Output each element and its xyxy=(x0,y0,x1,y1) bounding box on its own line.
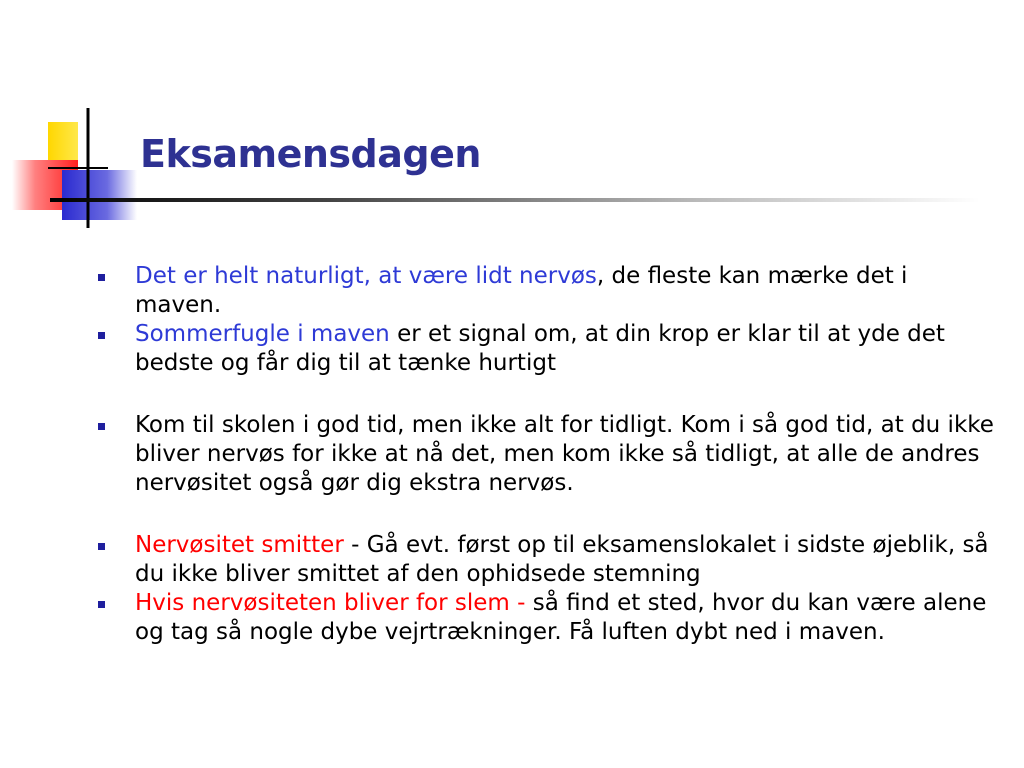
bullet-item xyxy=(98,320,998,378)
bullet-highlight: Det er helt naturligt, at være lidt nervøs xyxy=(135,263,597,289)
square-bullet-icon xyxy=(98,543,105,550)
bullet-text: - Gå evt. først op til eksamenslokalet i sidste øjeblik, så du ikke bliver smittet af den ophidsede stemning xyxy=(135,532,989,587)
bullet-text: er et signal om, at din krop er klar til at yde det bedste og får dig til at tænke hurtigt xyxy=(135,321,945,376)
square-bullet-icon xyxy=(98,332,105,339)
spacer xyxy=(98,378,998,411)
bullet-item xyxy=(98,262,998,320)
square-bullet-icon xyxy=(98,274,105,281)
bullet-text: Kom til skolen i god tid, men ikke alt for tidligt. Kom i så god tid, at du ikke bliver nervøs for ikke at nå det, men kom ikke så tidligt, at alle de andres nervøsitet også gør dig ekstra nervøs. xyxy=(135,412,994,496)
bullet-highlight: Sommerfugle i maven xyxy=(135,321,390,347)
square-bullet-icon xyxy=(98,601,105,608)
bullet-item xyxy=(98,411,998,498)
bullet-highlight: Hvis nervøsiteten bliver for slem - xyxy=(135,590,533,616)
bullet-list xyxy=(98,262,998,647)
slide-title: Eksamensdagen xyxy=(140,132,481,176)
bullet-item xyxy=(98,589,998,647)
bullet-highlight: Nervøsitet smitter xyxy=(135,532,344,558)
yellow-square-icon xyxy=(48,122,78,164)
bullet-text: så find et sted, hvor du kan være alene og tag så nogle dybe vejrtrækninger. Få luften dybt ned i maven. xyxy=(135,590,987,645)
title-underline xyxy=(50,198,980,202)
bullet-text: , de fleste kan mærke det i maven. xyxy=(135,263,908,318)
square-bullet-icon xyxy=(98,423,105,430)
corner-decoration xyxy=(0,0,140,240)
bullet-item xyxy=(98,531,998,589)
spacer xyxy=(98,498,998,531)
blue-square-icon xyxy=(62,170,137,220)
